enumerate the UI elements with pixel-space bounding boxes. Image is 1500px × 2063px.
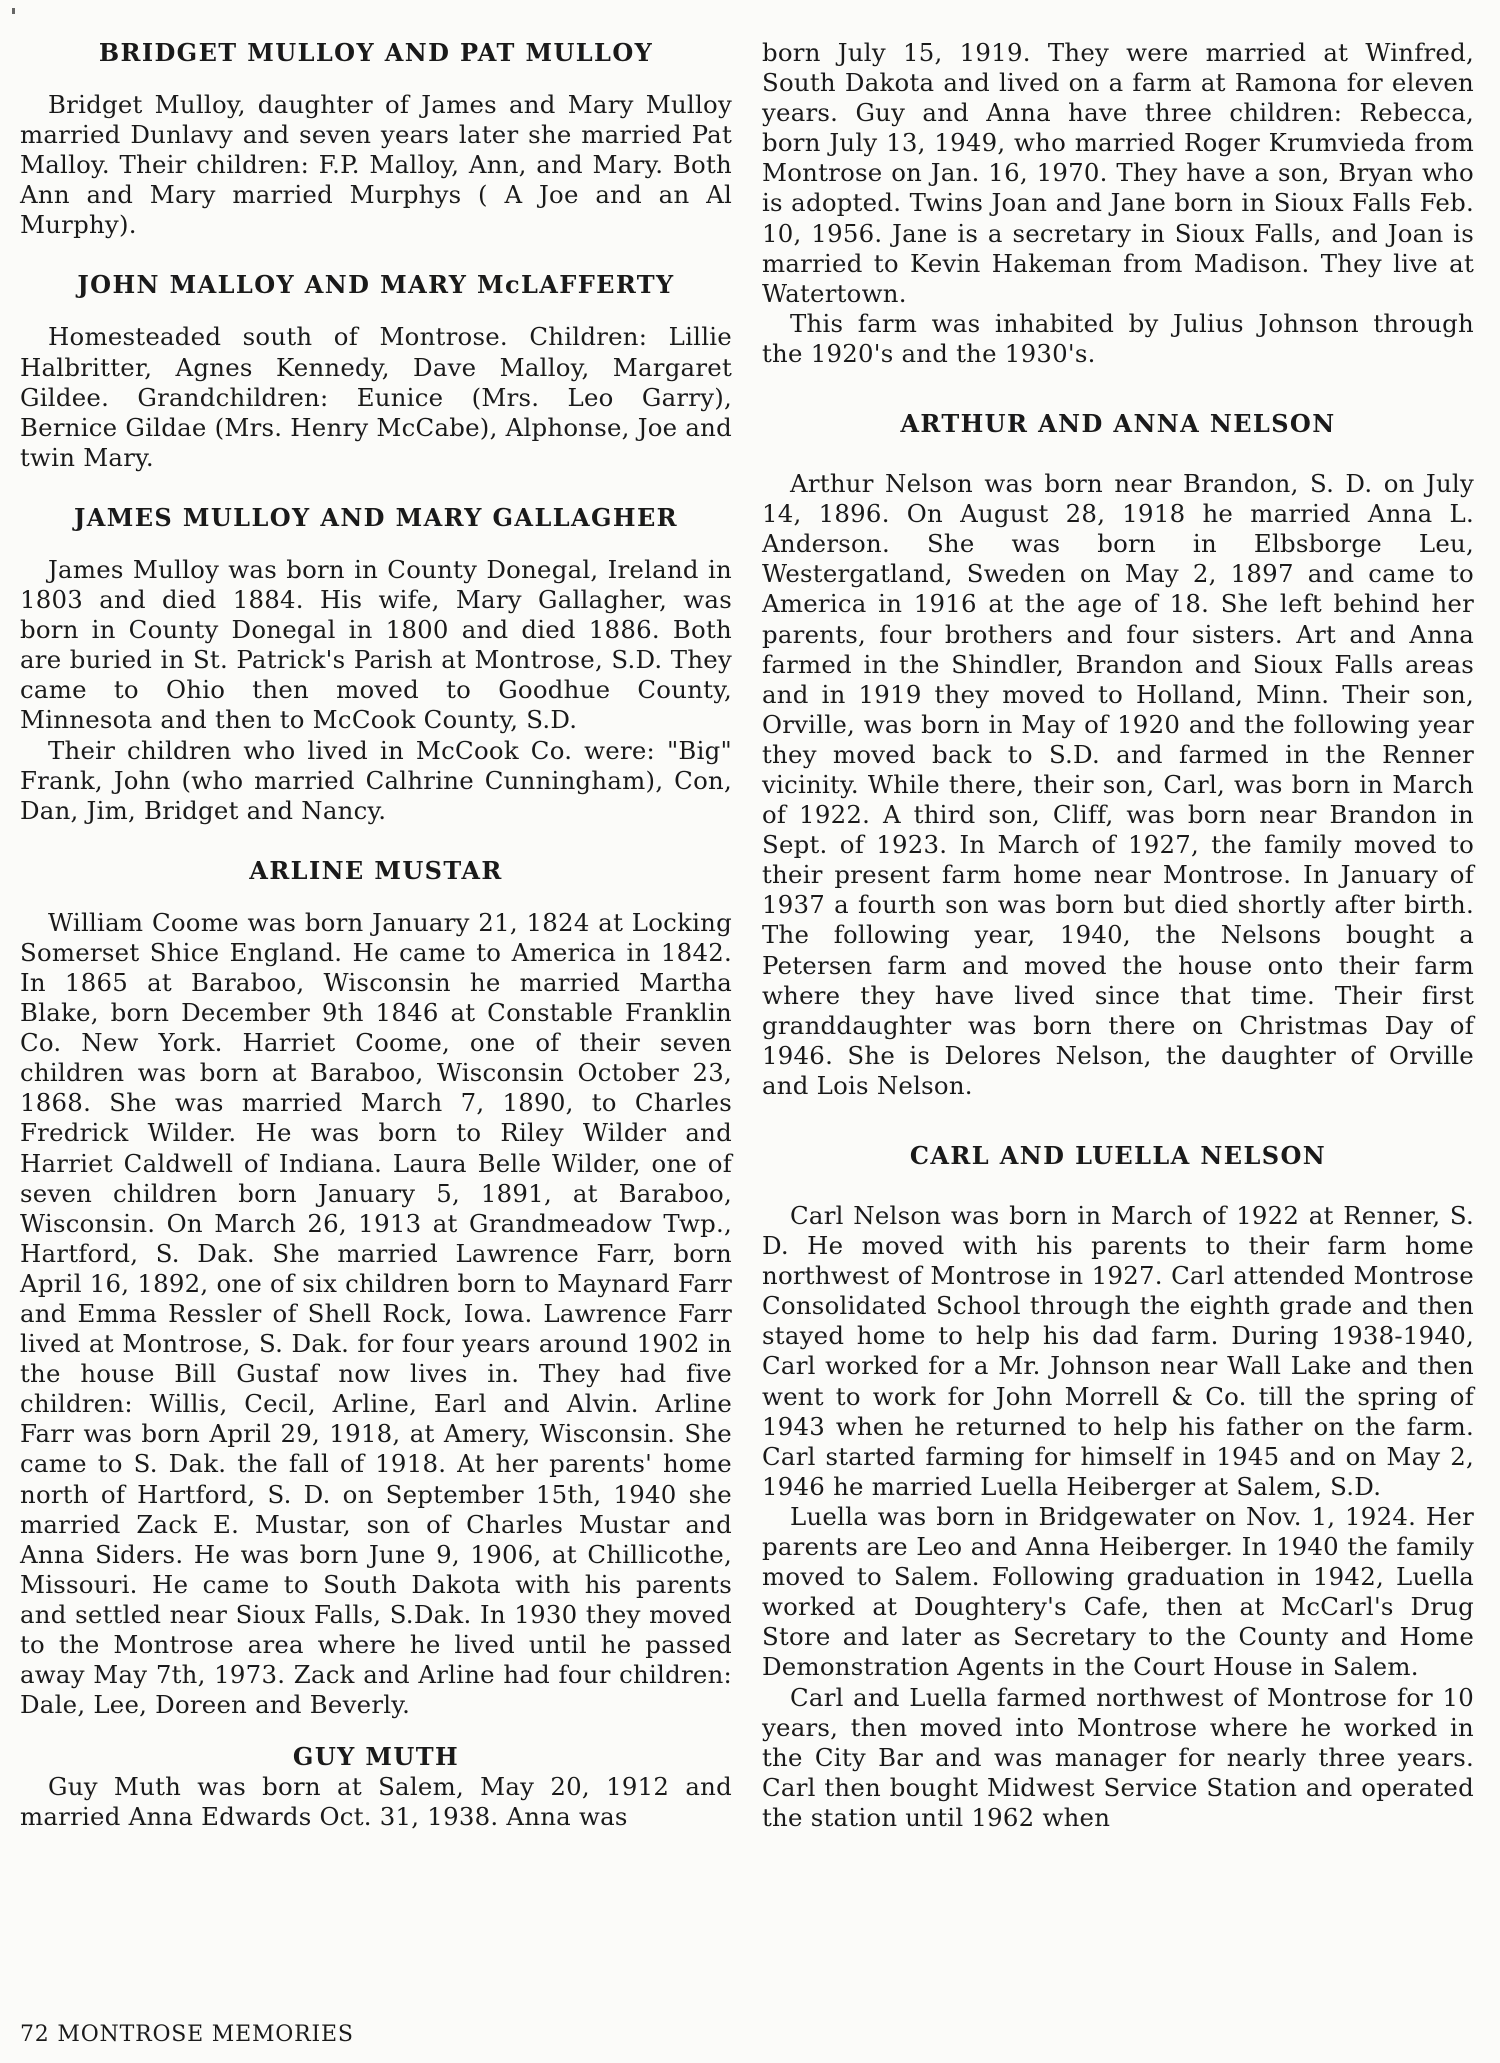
- paragraph: Guy Muth was born at Salem, May 20, 1912 and married Anna Edwards Oct. 31, 1938. Anna was: [20, 1772, 732, 1832]
- scan-mark: [12, 8, 15, 14]
- right-column: [762, 38, 1474, 1833]
- section-title-arline-mustar: ARLINE MUSTAR: [249, 855, 503, 885]
- section-title-john-malloy: JOHN MALLOY AND MARY McLAFFERTY: [77, 270, 675, 300]
- left-column: [20, 38, 732, 1833]
- paragraph: Carl Nelson was born in March of 1922 at Renner, S. D. He moved with his parents to their farm home northwest of Montrose in 1927. Carl attended Montrose Consolidated School through the eighth grade and then stayed home to help his dad farm. During 1938-1940, Carl worked for a Mr. Johnson near Wall Lake and then went to work for John Morrell & Co. till the spring of 1943 when he returned to help his father on the farm. Carl started farming for himself in 1945 and on May 2, 1946 he married Luella Heiberger at Salem, S.D.: [762, 1201, 1474, 1501]
- paragraph: William Coome was born January 21, 1824 at Locking Somerset Shice England. He came to America in 1842. In 1865 at Baraboo, Wisconsin he married Martha Blake, born December 9th 1846 at Constable Franklin Co. New York. Harriet Coome, one of their seven children was born at Baraboo, Wisconsin October 23, 1868. She was married March 7, 1890, to Charles Fredrick Wilder. He was born to Riley Wilder and Harriet Caldwell of Indiana. Laura Belle Wilder, one of seven children born January 5, 1891, at Baraboo, Wisconsin. On March 26, 1913 at Grandmeadow Twp., Hartford, S. Dak. She married Lawrence Farr, born April 16, 1892, one of six children born to Maynard Farr and Emma Ressler of Shell Rock, Iowa. Lawrence Farr lived at Montrose, S. Dak. for four years around 1902 in the house Bill Gustaf now lives in. They had five children: Willis, Cecil, Arline, Earl and Alvin. Arline Farr was born April 29, 1918, at Amery, Wisconsin. She came to S. Dak. the fall of 1918. At her parents' home north of Hartford, S. D. on September 15th, 1940 she married Zack E. Mustar, son of Charles Mustar and Anna Siders. He was born June 9, 1906, at Chillicothe, Missouri. He came to South Dakota with his parents and settled near Sioux Falls, S.Dak. In 1930 they moved to the Montrose area where he lived until he passed away May 7th, 1973. Zack and Arline had four children: Dale, Lee, Doreen and Beverly.: [20, 907, 732, 1720]
- section-title-bridget-mulloy: BRIDGET MULLOY AND PAT MULLOY: [98, 38, 654, 67]
- paragraph: Arthur Nelson was born near Brandon, S. D. on July 14, 1896. On August 28, 1918 he married Anna L. Anderson. She was born in Elbsborge Leu, Westergatland, Sweden on May 2, 1897 and came to America in 1916 at the age of 18. She left behind her parents, four brothers and four sisters. Art and Anna farmed in the Shindler, Brandon and Sioux Falls areas and in 1919 they moved to Holland, Minn. Their son, Orville, was born in May of 1920 and the following year they moved back to S.D. and farmed in the Renner vicinity. While there, their son, Carl, was born in March of 1922. A third son, Cliff, was born near Brandon in Sept. of 1923. In March of 1927, the family moved to their present farm home near Montrose. In January of 1937 a fourth son was born but died shortly after birth. The following year, 1940, the Nelsons bought a Petersen farm and moved the house onto their farm where they have lived since that time. Their first granddaughter was born there on Christmas Day of 1946. She is Delores Nelson, the daughter of Orville and Lois Nelson.: [762, 469, 1474, 1100]
- section-title-arthur-nelson: ARTHUR AND ANNA NELSON: [900, 409, 1336, 439]
- paragraph: This farm was inhabited by Julius Johnson through the 1920's and the 1930's.: [762, 308, 1474, 368]
- paragraph: James Mulloy was born in County Donegal, Ireland in 1803 and died 1884. His wife, Mary Gallagher, was born in County Donegal in 1800 and died 1886. Both are buried in St. Patrick's Parish at Montrose, S.D. They came to Ohio then moved to Goodhue County, Minnesota and then to McCook County, S.D.: [20, 554, 732, 735]
- page-footer: 72 MONTROSE MEMORIES: [20, 2022, 354, 2047]
- paragraph: Bridget Mulloy, daughter of James and Mary Mulloy married Dunlavy and seven years later she married Pat Malloy. Their children: F.P. Malloy, Ann, and Mary. Both Ann and Mary married Murphys ( A Joe and an Al Murphy).: [20, 90, 732, 240]
- section-title-carl-nelson: CARL AND LUELLA NELSON: [909, 1141, 1327, 1170]
- section-title-james-mulloy: JAMES MULLOY AND MARY GALLAGHER: [73, 502, 679, 532]
- paragraph-continued: born July 15, 1919. They were married at Winfred, South Dakota and lived on a farm at Ramona for eleven years. Guy and Anna have three children: Rebecca, born July 13, 1949, who married Roger Krumvieda from Montrose on Jan. 16, 1970. They have a son, Bryan who is adopted. Twins Joan and Jane born in Sioux Falls Feb. 10, 1956. Jane is a secretary in Sioux Falls, and Joan is married to Kevin Hakeman from Madison. They live at Watertown.: [762, 38, 1474, 308]
- paragraph: Homesteaded south of Montrose. Children: Lillie Halbritter, Agnes Kennedy, Dave Malloy, Margaret Gildee. Grandchildren: Eunice (Mrs. Leo Garry), Bernice Gildae (Mrs. Henry McCabe), Alphonse, Joe and twin Mary.: [20, 322, 732, 472]
- paragraph: Luella was born in Bridgewater on Nov. 1, 1924. Her parents are Leo and Anna Heiberger. In 1940 the family moved to Salem. Following graduation in 1942, Luella worked at Doughtery's Cafe, then at McCarl's Drug Store and later as Secretary to the County and Home Demonstration Agents in the Court House in Salem.: [762, 1501, 1474, 1682]
- section-title-guy-muth: GUY MUTH: [292, 1742, 460, 1772]
- paragraph: Carl and Luella farmed northwest of Montrose for 10 years, then moved into Montrose where he worked in the City Bar and was manager for nearly three years. Carl then bought Midwest Service Station and operated the station until 1962 when: [762, 1682, 1474, 1832]
- paragraph: Their children who lived in McCook Co. were: "Big" Frank, John (who married Calhrine Cunningham), Con, Dan, Jim, Bridget and Nancy.: [20, 735, 732, 825]
